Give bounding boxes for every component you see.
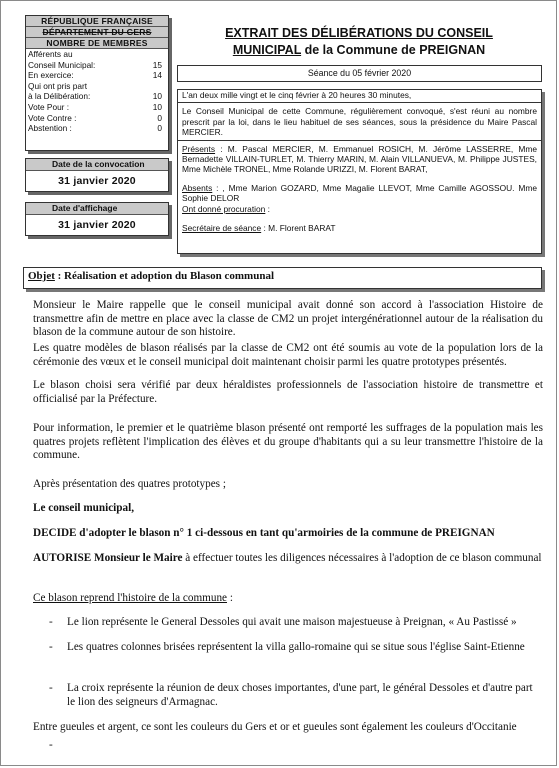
paragraph-10: Entre gueules et argent, ce sont les couleurs du Gers et or et gueules sont également les couleurs d'Occitanie <box>33 721 517 733</box>
paragraph-9: Ce blason reprend l'histoire de la commune : <box>33 592 233 604</box>
affichage-label: Date d'affichage <box>26 203 168 215</box>
paragraph-6: Le conseil municipal, <box>33 502 135 514</box>
convocation-box <box>25 158 169 192</box>
convocation-date: 31 janvier 2020 <box>58 175 136 187</box>
affichage-date: 31 janvier 2020 <box>58 219 136 231</box>
title-line-2: MUNICIPAL de la Commune de PREIGNAN <box>232 43 486 57</box>
paragraph-7: DECIDE d'adopter le blason n° 1 ci-dessous en tant qu'armoiries de la commune de PREIGNAN <box>33 527 495 539</box>
paragraph-4: Pour information, le premier et le quatrième blason présenté ont remporté les suffrages de la population mais les quatres projets reflètent l'implication des élèves et du groupe d'habitants qui a su leur transmettre l'histoire de la commune. <box>33 422 543 462</box>
title-line-1: EXTRAIT DES DÉLIBÉRATIONS DU CONSEIL <box>225 26 493 40</box>
convocation-label: Date de la convocation <box>26 159 168 171</box>
conseil-row: Conseil Municipal: 15 <box>28 59 162 70</box>
secretaire-line: Secrétaire de séance : M. Florent BARAT <box>182 223 336 234</box>
deliberation-row: à la Délibération: 10 <box>28 91 162 102</box>
absents-list: Absents : , Mme Marion GOZARD, Mme Magalie LLEVOT, Mme Camille AGOSSOU. Mme Sophie DELOR <box>182 182 537 204</box>
afferents-row: Afférents au <box>28 49 73 59</box>
paragraph-3: Le blason choisi sera vérifié par deux héraldistes professionnels de l'association histoire de transmettre et officialisé par la Préfecture. <box>33 379 543 405</box>
document-title <box>199 25 519 59</box>
procuration-line: Ont donné procuration : <box>182 203 270 214</box>
seance-date: Séance du 05 février 2020 <box>177 65 542 82</box>
departement-heading: DÉPARTEMENT DU GERS <box>26 27 168 38</box>
meeting-details-box <box>177 89 542 254</box>
meeting-intro: L'an deux mille vingt et le cinq février à 20 heures 30 minutes, <box>182 90 412 100</box>
exercice-row: En exercice: 14 <box>28 70 162 81</box>
abstention-row: Abstention : 0 <box>28 123 162 134</box>
vote-contre-row: Vote Contre : 0 <box>28 112 162 123</box>
paragraph-2: Les quatre modèles de blason réalisés par la classe de CM2 ont été soumis au vote de la population lors de la cérémonie des vœux et le conseil municipal doit maintenant choisir parmi les quatre prototypes présentés. <box>33 342 543 368</box>
paragraph-8: AUTORISE Monsieur le Maire à effectuer toutes les diligences nécessaires à l'adoption de ce blason communal <box>33 552 542 564</box>
vote-pour-row: Vote Pour : 10 <box>28 101 162 112</box>
paragraph-5: Après présentation des quatres prototypes ; <box>33 478 226 490</box>
presents-list: Présents : M. Pascal MERCIER, M. Emmanuel ROSICH, M. Jérôme LASSERRE, Mme Bernadette VILLAIN-TURLET, M. Thierry MARIN, M. Alain VILLANUEVA, M. Philippe JUSTES, Mme Michèle TRONEL, Mme Rolande URIZZI, M. Florent BARAT, <box>182 143 537 175</box>
meeting-convened: Le Conseil Municipal de cette Commune, régulièrement convoqué, s'est réuni au nombre prescrit par la loi, dans le lieu habituel de ses séances, sous la présidence du Maire Pascal MERCIER. <box>182 106 537 138</box>
qui-row: Qui ont pris part <box>28 80 88 91</box>
affichage-box <box>25 202 169 236</box>
objet-box: Objet : Réalisation et adoption du Blason communal <box>23 267 542 289</box>
republique-heading: RÉPUBLIQUE FRANÇAISE <box>26 16 168 27</box>
commune-header-box <box>25 15 169 151</box>
membres-heading: NOMBRE DE MEMBRES <box>26 38 168 49</box>
paragraph-1: Monsieur le Maire rappelle que le conseil municipal avait donné son accord à l'association Histoire de transmettre afin de mettre en place avec la classe de CM2 un projet intergénérationnel autour de la réalisation du blason de la commune autour de son histoire. <box>33 299 543 339</box>
document-page: RÉPUBLIQUE FRANÇAISE DÉPARTEMENT DU GERS NOMBRE DE MEMBRES Afférents au Conseil Municipal: 15 En exercice: 14 Qui ont pris part à la Délibération: 10 Vote Pour : 10 Vote Contre : 0 Abstention : 0 Date de la convocation 31 janvier 2020 Date d'affichage 31 janvier 2020 EXTRAIT DES DÉLIBÉRATIONS DU CONSEIL MUNICIPAL de la Commune de PREIGNAN Séance du 05 février 2020 L'an deux mille vingt et le cinq février à 20 heures 30 minutes, Le Conseil Municipal de cette Commune, régulièrement convoqué, s'est réuni au nombre prescrit par la loi, dans le lieu habituel de ses séances, sous la présidence du Maire Pascal MERCIER. Présents : M. Pascal MERCIER, M. Emmanuel ROSICH, M. Jérôme LASSERRE, Mme Bernadette VILLAIN-TURLET, M. Thierry MARIN, M. Alain VILLANUEVA, M. Philippe JUSTES, Mme Michèle TRONEL, Mme Rolande URIZZI, M. Florent BARAT, Absents : , Mme Marion GOZARD, Mme Magalie LLEVOT, Mme Camille AGOSSOU. Mme Sophie DELOR Ont donné procuration : Secrétaire de séance : M. Florent BARAT Objet : Réalisation et adoption du Blason communal Monsieur le Maire rappelle que le conseil municipal avait donné son accord à l'association Histoire de transmettre afin de mettre en place avec la classe de CM2 un projet intergénérationnel autour de la réalisation du blason de la commune autour de son histoire. Les quatre modèles de blason réalisés par la classe de CM2 ont été soumis au vote de la population lors de la cérémonie des vœux et le conseil municipal doit maintenant choisir parmi les quatre prototypes présentés. Le blason choisi sera vérifié par deux héraldistes professionnels de l'association histoire de transmettre et officialisé par la Préfecture. Pour information, le premier et le quatrième blason présenté ont remporté les suffrages de la population mais les quatres projets reflètent l'implication des élèves et du groupe d'habitants qui a su leur transmettre l'histoire de la commune. Après présentation des quatres prototypes ; Le conseil municipal, DECIDE d'adopter le blason n° 1 ci-dessous en tant qu'armoiries de la commune de PREIGNAN AUTORISE Monsieur le Maire à effectuer toutes les diligences nécessaires à l'adoption de ce blason communal Ce blason reprend l'histoire de la commune : - Le lion représente le General Dessoles qui avait une maison majestueuse à Preignan, « Au Pastissé » - Les quatres colonnes brisées représentent la villa gallo-romaine qui se situe sous l'église Saint-Etienne - La croix représente la réunion de deux choses importantes, d'une part, le général Dessoles et d'autre part le lion des seigneurs d'Armagnac. Entre gueules et argent, ce sont les couleurs du Gers et or et gueules sont également les couleurs d'Occitanie - <box>0 0 557 766</box>
